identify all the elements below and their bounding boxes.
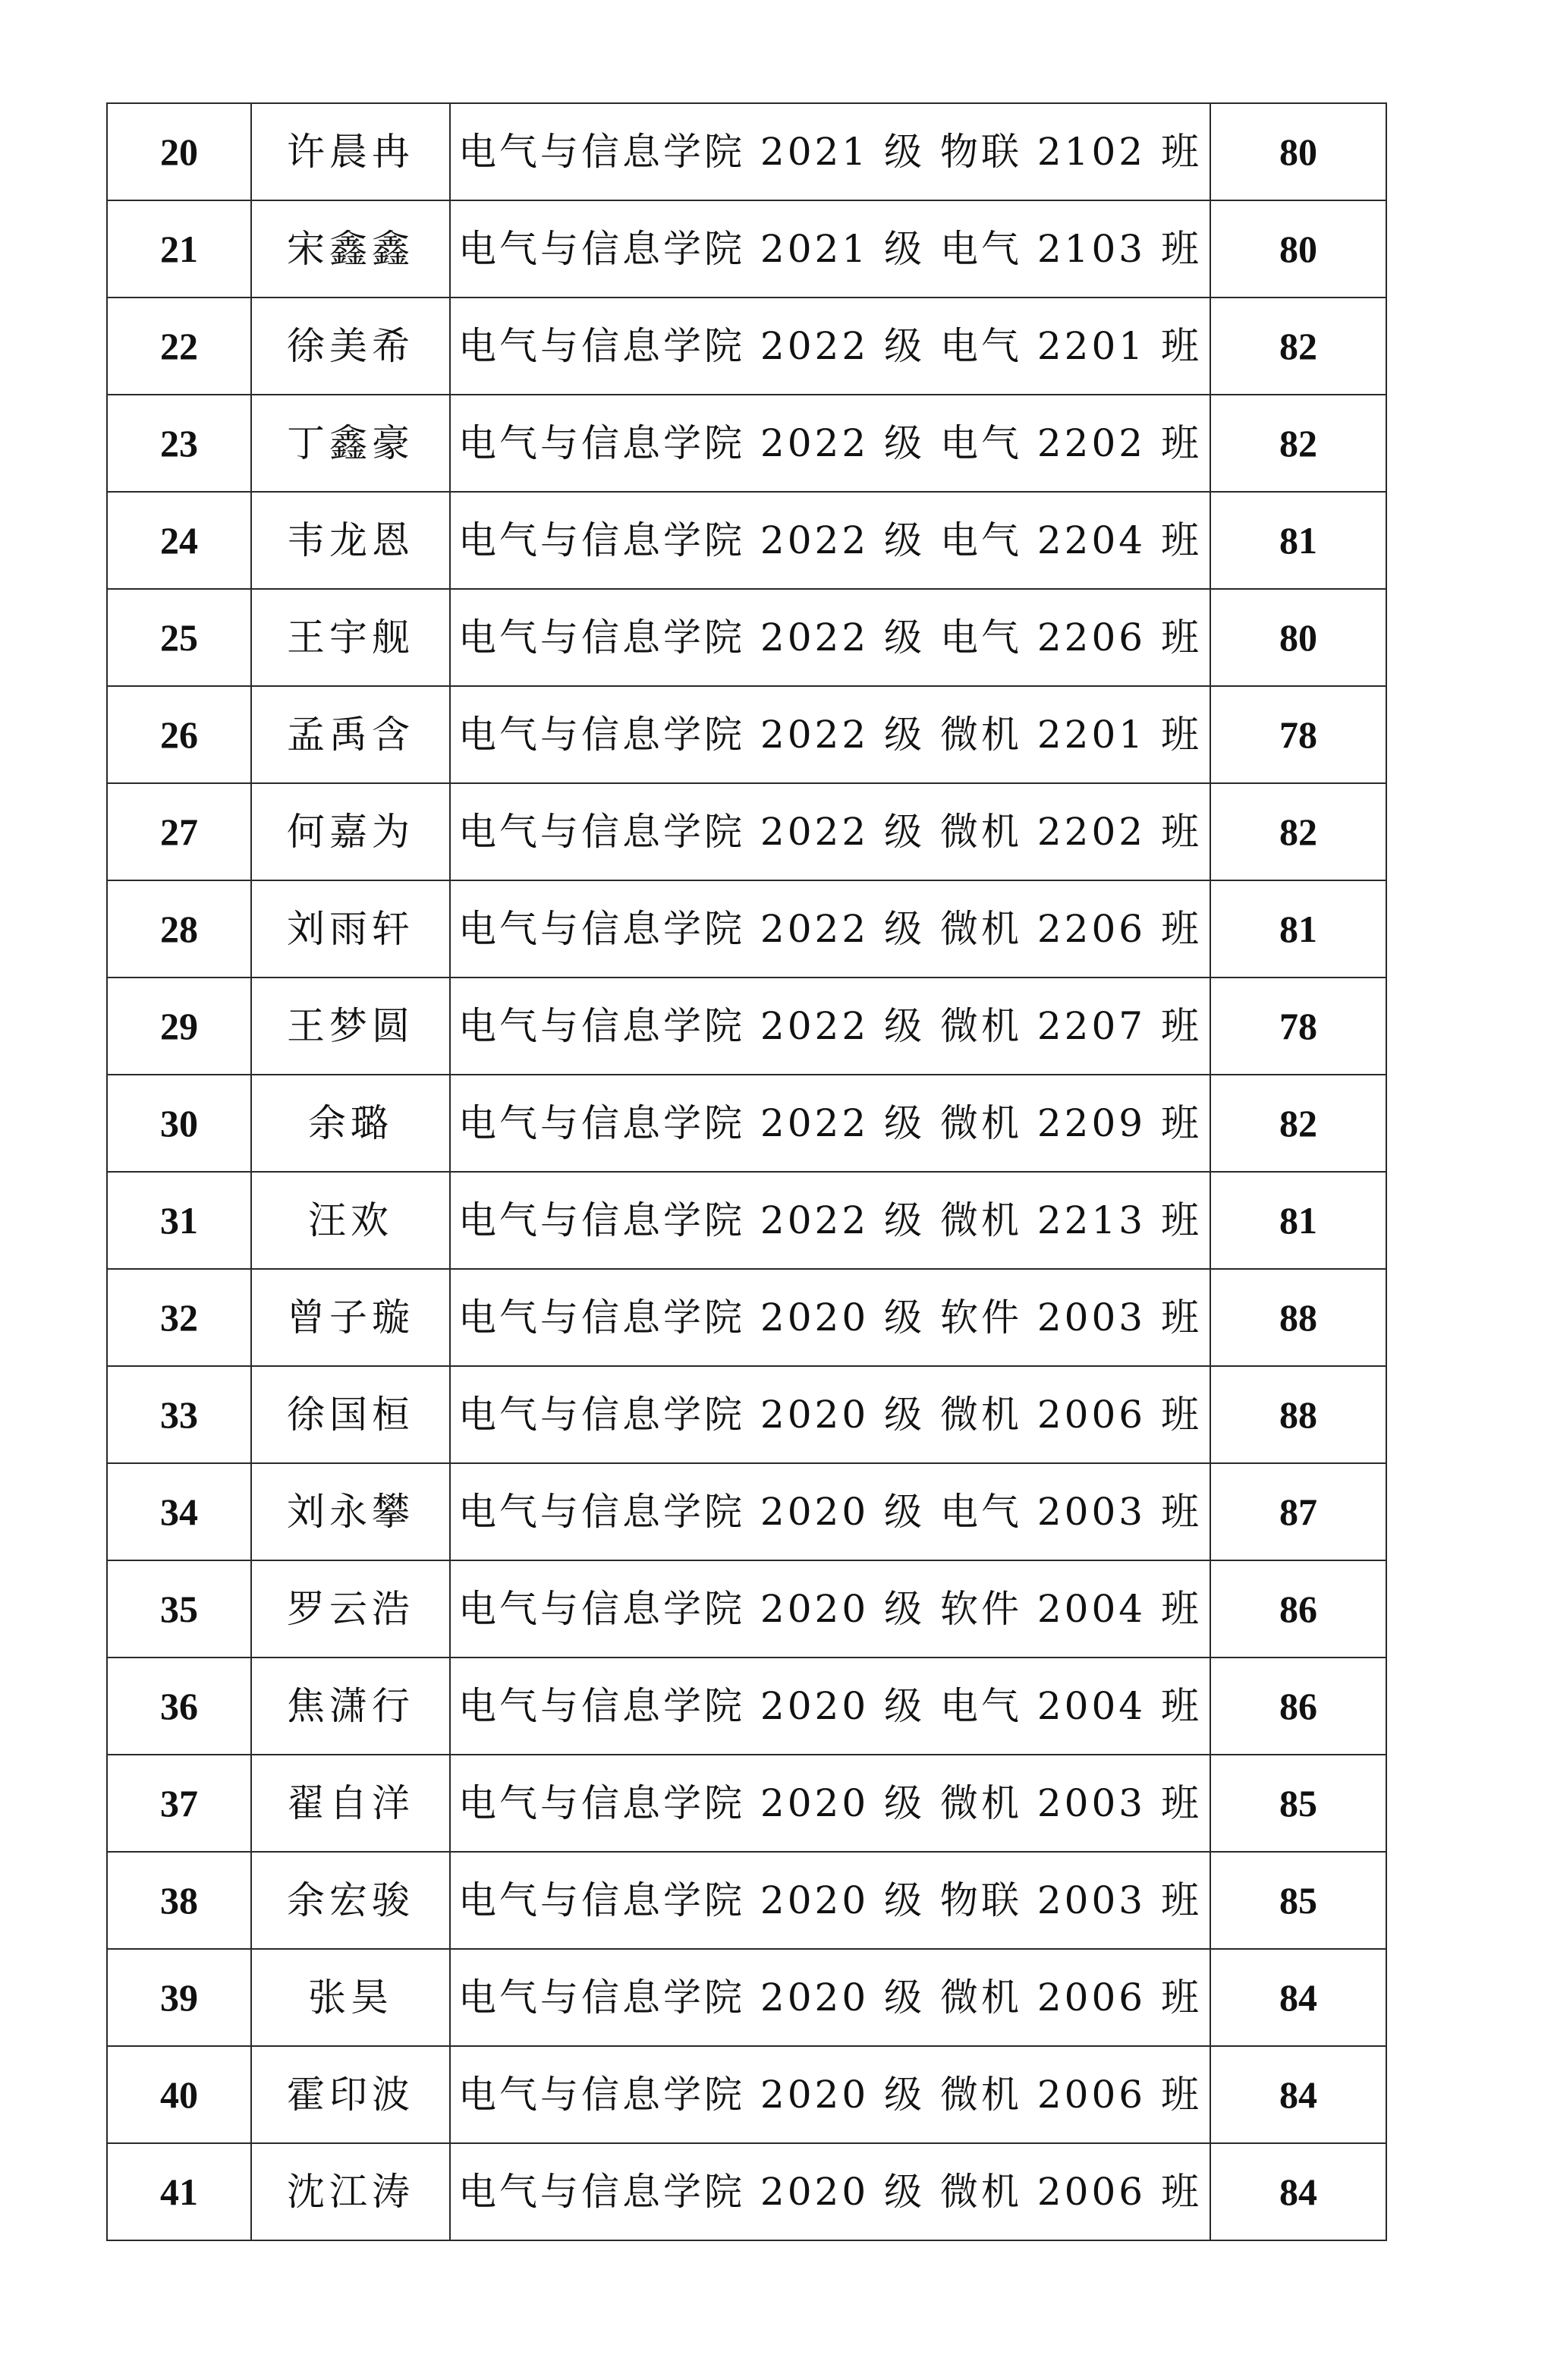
- score: 88: [1210, 1269, 1386, 1366]
- student-name: 何嘉为: [251, 783, 450, 880]
- college-class: 电气与信息学院 2020 级 微机 2006 班: [450, 2046, 1210, 2143]
- student-name: 宋鑫鑫: [251, 200, 450, 298]
- score: 80: [1210, 589, 1386, 686]
- college-class: 电气与信息学院 2022 级 电气 2206 班: [450, 589, 1210, 686]
- row-number: 27: [107, 783, 251, 880]
- row-number: 38: [107, 1852, 251, 1949]
- table-row: [107, 492, 1386, 589]
- table-row: [107, 298, 1386, 395]
- table-row: [107, 686, 1386, 783]
- college-class: 电气与信息学院 2022 级 微机 2202 班: [450, 783, 1210, 880]
- score: 85: [1210, 1755, 1386, 1852]
- table-row: [107, 1852, 1386, 1949]
- row-number: 29: [107, 978, 251, 1075]
- student-name: 罗云浩: [251, 1560, 450, 1658]
- row-number: 32: [107, 1269, 251, 1366]
- score: 80: [1210, 103, 1386, 200]
- score: 81: [1210, 880, 1386, 978]
- student-name: 余宏骏: [251, 1852, 450, 1949]
- student-name: 刘永攀: [251, 1463, 450, 1560]
- table-row: [107, 1172, 1386, 1269]
- table-row: [107, 395, 1386, 492]
- college-class: 电气与信息学院 2020 级 软件 2004 班: [450, 1560, 1210, 1658]
- table-row: [107, 200, 1386, 298]
- table-row: [107, 978, 1386, 1075]
- student-name: 孟禹含: [251, 686, 450, 783]
- score: 82: [1210, 298, 1386, 395]
- table-row: [107, 1755, 1386, 1852]
- score: 82: [1210, 395, 1386, 492]
- document-page: [106, 102, 1387, 2241]
- student-name: 翟自洋: [251, 1755, 450, 1852]
- college-class: 电气与信息学院 2022 级 微机 2209 班: [450, 1075, 1210, 1172]
- college-class: 电气与信息学院 2020 级 物联 2003 班: [450, 1852, 1210, 1949]
- row-number: 22: [107, 298, 251, 395]
- student-name: 许晨冉: [251, 103, 450, 200]
- college-class: 电气与信息学院 2022 级 微机 2201 班: [450, 686, 1210, 783]
- student-name: 霍印波: [251, 2046, 450, 2143]
- college-class: 电气与信息学院 2020 级 软件 2003 班: [450, 1269, 1210, 1366]
- student-name: 刘雨轩: [251, 880, 450, 978]
- row-number: 24: [107, 492, 251, 589]
- student-name: 王宇舰: [251, 589, 450, 686]
- table-row: [107, 2046, 1386, 2143]
- college-class: 电气与信息学院 2020 级 微机 2003 班: [450, 1755, 1210, 1852]
- score: 82: [1210, 783, 1386, 880]
- student-name: 曾子璇: [251, 1269, 450, 1366]
- row-number: 36: [107, 1658, 251, 1755]
- college-class: 电气与信息学院 2020 级 微机 2006 班: [450, 1949, 1210, 2046]
- college-class: 电气与信息学院 2020 级 微机 2006 班: [450, 2143, 1210, 2240]
- score: 85: [1210, 1852, 1386, 1949]
- college-class: 电气与信息学院 2021 级 电气 2103 班: [450, 200, 1210, 298]
- table-row: [107, 880, 1386, 978]
- row-number: 34: [107, 1463, 251, 1560]
- table-row: [107, 103, 1386, 200]
- table-row: [107, 1949, 1386, 2046]
- table-row: [107, 2143, 1386, 2240]
- row-number: 23: [107, 395, 251, 492]
- row-number: 26: [107, 686, 251, 783]
- score: 86: [1210, 1560, 1386, 1658]
- student-name: 余璐: [251, 1075, 450, 1172]
- table-row: [107, 1560, 1386, 1658]
- student-name: 丁鑫豪: [251, 395, 450, 492]
- student-name: 汪欢: [251, 1172, 450, 1269]
- row-number: 20: [107, 103, 251, 200]
- table-row: [107, 783, 1386, 880]
- table-row: [107, 1463, 1386, 1560]
- score: 82: [1210, 1075, 1386, 1172]
- college-class: 电气与信息学院 2020 级 微机 2006 班: [450, 1366, 1210, 1463]
- college-class: 电气与信息学院 2022 级 微机 2206 班: [450, 880, 1210, 978]
- student-name: 张昊: [251, 1949, 450, 2046]
- table-row: [107, 589, 1386, 686]
- row-number: 33: [107, 1366, 251, 1463]
- score: 80: [1210, 200, 1386, 298]
- student-name: 焦潇行: [251, 1658, 450, 1755]
- row-number: 30: [107, 1075, 251, 1172]
- table-body: [107, 103, 1386, 2240]
- college-class: 电气与信息学院 2022 级 电气 2204 班: [450, 492, 1210, 589]
- row-number: 31: [107, 1172, 251, 1269]
- row-number: 25: [107, 589, 251, 686]
- student-name: 沈江涛: [251, 2143, 450, 2240]
- college-class: 电气与信息学院 2020 级 电气 2004 班: [450, 1658, 1210, 1755]
- college-class: 电气与信息学院 2022 级 微机 2207 班: [450, 978, 1210, 1075]
- student-name: 徐国桓: [251, 1366, 450, 1463]
- college-class: 电气与信息学院 2022 级 电气 2202 班: [450, 395, 1210, 492]
- score: 78: [1210, 978, 1386, 1075]
- score: 84: [1210, 2143, 1386, 2240]
- student-name: 徐美希: [251, 298, 450, 395]
- table-row: [107, 1658, 1386, 1755]
- student-score-table: [106, 102, 1387, 2241]
- row-number: 21: [107, 200, 251, 298]
- score: 81: [1210, 1172, 1386, 1269]
- score: 84: [1210, 1949, 1386, 2046]
- table-row: [107, 1269, 1386, 1366]
- score: 81: [1210, 492, 1386, 589]
- score: 88: [1210, 1366, 1386, 1463]
- college-class: 电气与信息学院 2020 级 电气 2003 班: [450, 1463, 1210, 1560]
- score: 87: [1210, 1463, 1386, 1560]
- student-name: 王梦圆: [251, 978, 450, 1075]
- row-number: 35: [107, 1560, 251, 1658]
- student-name: 韦龙恩: [251, 492, 450, 589]
- table-row: [107, 1366, 1386, 1463]
- row-number: 37: [107, 1755, 251, 1852]
- score: 86: [1210, 1658, 1386, 1755]
- row-number: 40: [107, 2046, 251, 2143]
- college-class: 电气与信息学院 2022 级 电气 2201 班: [450, 298, 1210, 395]
- score: 84: [1210, 2046, 1386, 2143]
- row-number: 41: [107, 2143, 251, 2240]
- table-row: [107, 1075, 1386, 1172]
- row-number: 39: [107, 1949, 251, 2046]
- row-number: 28: [107, 880, 251, 978]
- college-class: 电气与信息学院 2022 级 微机 2213 班: [450, 1172, 1210, 1269]
- college-class: 电气与信息学院 2021 级 物联 2102 班: [450, 103, 1210, 200]
- score: 78: [1210, 686, 1386, 783]
